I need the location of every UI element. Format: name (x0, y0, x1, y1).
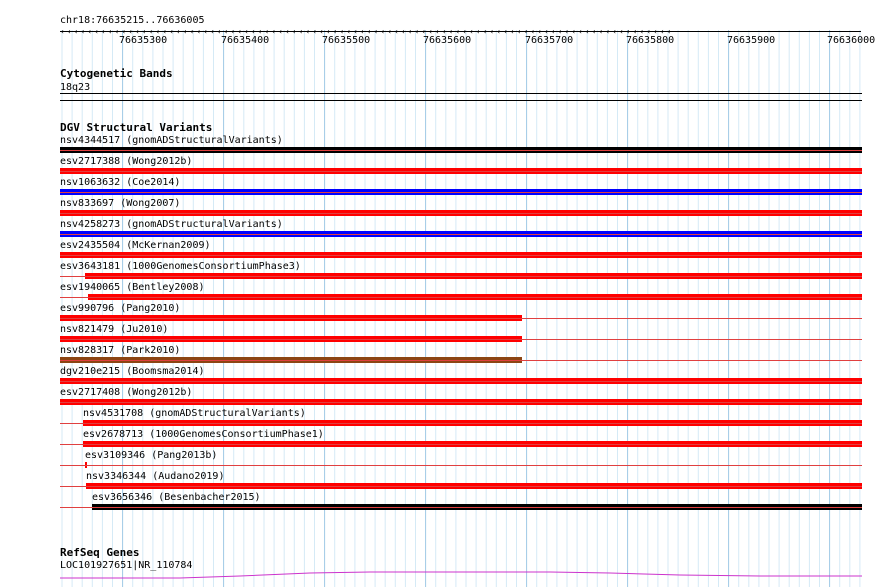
dgv-feature-label[interactable]: nsv1063632 (Coe2014) (60, 177, 181, 188)
dgv-row-separator (60, 339, 862, 340)
dgv-feature-label[interactable]: esv2678713 (1000GenomesConsortiumPhase1) (83, 429, 324, 440)
dgv-feature-label[interactable]: nsv3346344 (Audano2019) (86, 471, 225, 482)
dgv-feature-label[interactable]: esv990796 (Pang2010) (60, 303, 181, 314)
ruler-tick-label: 76636000 (827, 35, 876, 46)
dgv-feature-label[interactable]: esv3656346 (Besenbacher2015) (92, 492, 261, 503)
dgv-row-separator (60, 402, 862, 403)
dgv-row-separator (60, 255, 862, 256)
refseq-gene-model[interactable] (60, 568, 862, 580)
dgv-row-separator (60, 444, 862, 445)
cytoband-label: 18q23 (60, 82, 91, 93)
ruler-tick-label: 76635300 (119, 35, 168, 46)
dgv-row-separator (60, 360, 862, 361)
dgv-row-separator (60, 423, 862, 424)
dgv-row-separator (60, 171, 862, 172)
refseq-gene-label[interactable]: LOC101927651|NR_110784 (60, 560, 193, 571)
dgv-feature-label[interactable]: esv3109346 (Pang2013b) (85, 450, 218, 461)
dgv-feature-label[interactable]: esv2717388 (Wong2012b) (60, 156, 193, 167)
dgv-feature-label[interactable]: nsv4531708 (gnomADStructuralVariants) (83, 408, 306, 419)
dgv-feature-label[interactable]: dgv210e215 (Boomsma2014) (60, 366, 205, 377)
ruler-location: chr18:76635215..76636005 (60, 15, 205, 26)
dgv-row-separator (60, 297, 862, 298)
dgv-feature-label[interactable]: nsv821479 (Ju2010) (60, 324, 169, 335)
dgv-feature-label[interactable]: nsv4258273 (gnomADStructuralVariants) (60, 219, 283, 230)
dgv-feature-label[interactable]: esv2435504 (McKernan2009) (60, 240, 211, 251)
dgv-feature-label[interactable]: nsv833697 (Wong2007) (60, 198, 181, 209)
dgv-row-separator (60, 381, 862, 382)
track-title-dgv[interactable]: DGV Structural Variants (60, 121, 213, 134)
dgv-feature-label[interactable]: esv1940065 (Bentley2008) (60, 282, 205, 293)
dgv-feature-label[interactable]: nsv828317 (Park2010) (60, 345, 181, 356)
ruler-tick-label: 76635700 (525, 35, 574, 46)
dgv-row-separator (60, 213, 862, 214)
cytoband-rule-bottom (60, 100, 862, 101)
ruler-tick-label: 76635900 (727, 35, 776, 46)
dgv-row-separator (60, 507, 862, 508)
cytoband-rule (60, 93, 862, 94)
ruler-tick-label: 76635400 (221, 35, 270, 46)
dgv-row-separator (60, 486, 862, 487)
ruler-arrows: ‹‹‹‹‹‹‹‹‹‹‹‹‹‹‹‹‹‹‹‹‹‹‹‹‹‹‹‹‹‹‹‹‹‹‹‹‹‹‹‹‹‹‹‹‹‹‹‹‹‹‹‹‹‹‹‹‹‹‹‹‹‹‹‹‹‹‹‹‹‹‹‹‹‹‹‹‹‹‹‹‹‹‹‹‹‹‹‹‹‹ (60, 27, 674, 36)
dgv-row-separator (60, 192, 862, 193)
dgv-row-separator (60, 276, 862, 277)
dgv-feature-label[interactable]: nsv4344517 (gnomADStructuralVariants) (60, 135, 283, 146)
dgv-row-separator (60, 318, 862, 319)
ruler-tick-label: 76635600 (423, 35, 472, 46)
refseq-gene-line (60, 572, 862, 578)
dgv-row-separator (60, 465, 862, 466)
dgv-feature-label[interactable]: esv2717408 (Wong2012b) (60, 387, 193, 398)
track-title-cytoband[interactable]: Cytogenetic Bands (60, 67, 173, 80)
track-title-refseq[interactable]: RefSeq Genes (60, 546, 140, 559)
dgv-row-separator (60, 234, 862, 235)
ruler-tick-label: 76635500 (322, 35, 371, 46)
dgv-row-separator (60, 150, 862, 151)
dgv-feature-label[interactable]: esv3643181 (1000GenomesConsortiumPhase3) (60, 261, 301, 272)
ruler-tick-label: 76635800 (626, 35, 675, 46)
